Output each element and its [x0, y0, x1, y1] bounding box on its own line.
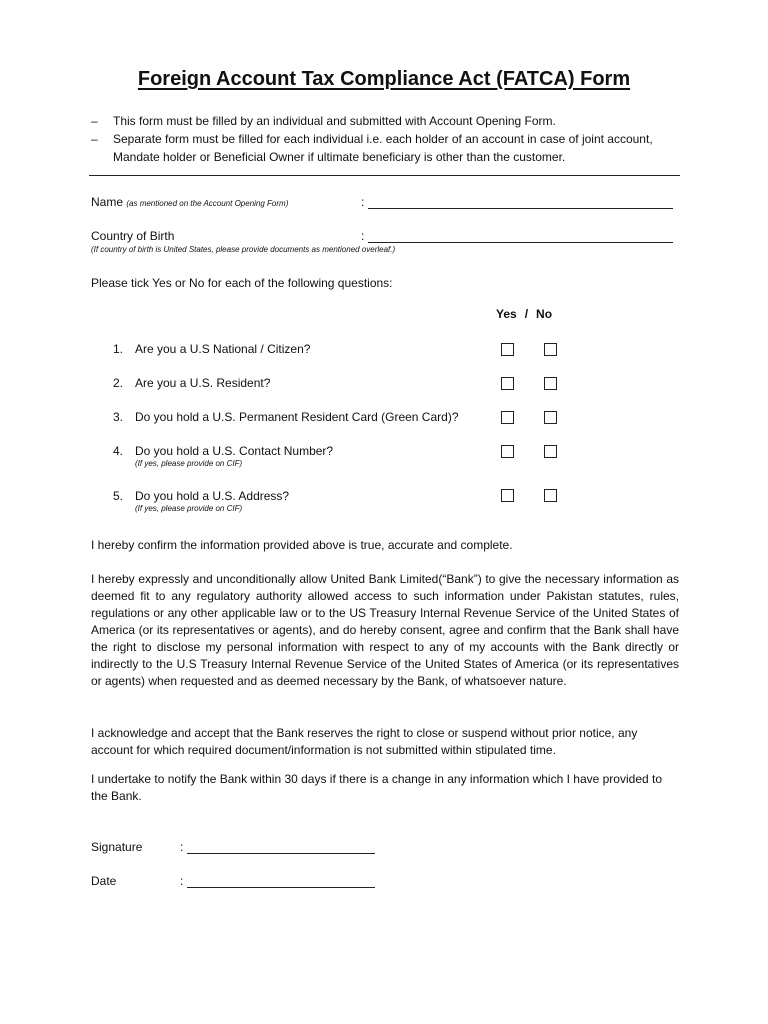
date-label: Date [91, 874, 117, 888]
question-number: 5. [113, 489, 124, 503]
question-item [113, 410, 459, 424]
no-checkbox[interactable] [544, 377, 557, 390]
question-text: Are you a U.S National / Citizen? [135, 342, 311, 356]
question-text: Do you hold a U.S. Address? [135, 489, 290, 503]
yes-no-header [496, 307, 560, 321]
instructions-list [91, 112, 691, 166]
no-checkbox[interactable] [544, 343, 557, 356]
instruction-text: This form must be filled by an individual and submitted with Account Opening Form. [113, 114, 556, 128]
date-input-line[interactable] [187, 875, 375, 888]
consent-statement: I hereby expressly and unconditionally allow United Bank Limited(“Bank”) to give the necessary information as deemed fit to any regulatory authority allowed access to such information under Pakistan statutes, rules, regulations or any other applicable law or to the US Treasury Internal Revenue Service of the United States of America (or its representatives or agents), and do hereby consent, agree and confirm that the Bank shall have the right to disclose my personal information with respect to any of my accounts with the Bank directly or indirectly to the U.S Treasury Internal Revenue Service of the United States of America (or its representatives or agents) when requested and as deemed necessary by the Bank, of whatsoever nature. [91, 572, 679, 688]
bullet-marker: – [91, 114, 98, 128]
instruction-item [91, 112, 691, 130]
yes-header: Yes [496, 307, 517, 321]
yes-checkbox[interactable] [501, 489, 514, 502]
question-text: Do you hold a U.S. Contact Number? [135, 444, 334, 458]
signature-field[interactable] [180, 840, 375, 854]
form-title: Foreign Account Tax Compliance Act (FATCA) Form [137, 68, 631, 90]
question-number: 2. [113, 376, 124, 390]
question-note: (If yes, please provide on CIF) [135, 504, 243, 513]
acknowledge-statement: I acknowledge and accept that the Bank reserves the right to close or suspend without prior notice, any account for which required document/information is not submitted within stipulated time. [91, 726, 638, 757]
no-checkbox[interactable] [544, 445, 557, 458]
instruction-item [91, 130, 691, 166]
yes-checkbox[interactable] [501, 377, 514, 390]
date-field[interactable] [180, 874, 375, 888]
divider [89, 175, 680, 176]
name-label-text: Name [91, 195, 124, 209]
question-number: 3. [113, 410, 124, 424]
signature-input-line[interactable] [187, 841, 375, 854]
question-number: 1. [113, 342, 124, 356]
question-item [113, 376, 270, 390]
country-field[interactable] [361, 229, 673, 243]
question-text: Are you a U.S. Resident? [135, 376, 271, 390]
country-input-line[interactable] [368, 230, 673, 243]
signature-label: Signature [91, 840, 143, 854]
yes-checkbox[interactable] [501, 343, 514, 356]
yes-no-separator: / [524, 307, 529, 321]
yes-checkbox[interactable] [501, 445, 514, 458]
country-note: (If country of birth is United States, please provide documents as mentioned overleaf.) [91, 245, 396, 254]
no-header: No [536, 307, 553, 321]
confirm-statement: I hereby confirm the information provided above is true, accurate and complete. [91, 538, 513, 552]
colon: : [180, 840, 184, 854]
question-item [113, 489, 290, 513]
no-checkbox[interactable] [544, 411, 557, 424]
colon: : [180, 874, 184, 888]
question-number: 4. [113, 444, 124, 458]
yes-checkbox[interactable] [501, 411, 514, 424]
bullet-marker: – [91, 132, 98, 146]
question-item [113, 342, 310, 356]
question-text: Do you hold a U.S. Permanent Resident Card (Green Card)? [135, 410, 459, 424]
tick-instruction: Please tick Yes or No for each of the following questions: [91, 276, 393, 290]
question-item [113, 444, 334, 468]
name-label [91, 195, 288, 209]
colon: : [361, 195, 365, 209]
undertake-statement: I undertake to notify the Bank within 30 days if there is a change in any information which I have provided to the Bank. [91, 772, 663, 803]
name-input-line[interactable] [368, 196, 673, 209]
instruction-text: Separate form must be filled for each individual i.e. each holder of an account in case of joint account, Mandate holder or Beneficial Owner if ultimate beneficiary is other than the customer. [113, 132, 653, 164]
no-checkbox[interactable] [544, 489, 557, 502]
name-note: (as mentioned on the Account Opening Form) [126, 199, 289, 208]
colon: : [361, 229, 365, 243]
name-field[interactable] [361, 195, 673, 209]
country-label: Country of Birth [91, 229, 175, 243]
question-note: (If yes, please provide on CIF) [135, 459, 243, 468]
